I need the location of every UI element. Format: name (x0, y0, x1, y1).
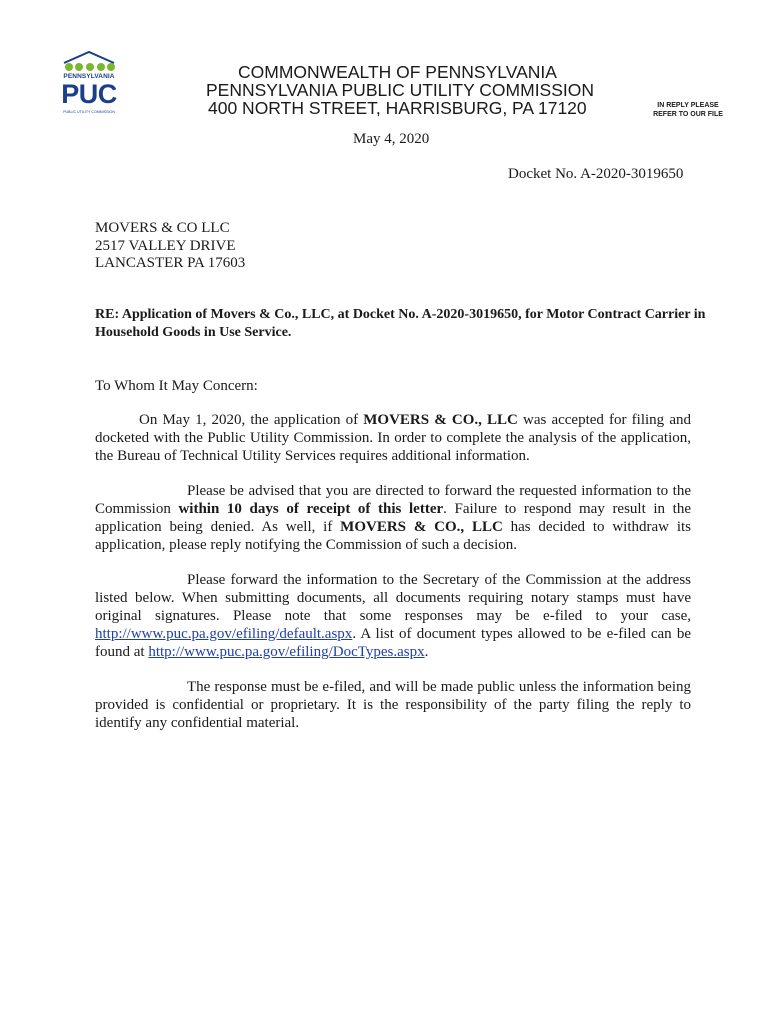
reply-note-line-1: IN REPLY PLEASE (657, 102, 719, 109)
recipient-address (95, 220, 245, 273)
recipient-name: MOVERS & CO LLC (95, 220, 230, 236)
company-name: MOVERS & CO., LLC (340, 519, 503, 535)
paragraph-4: The response must be e-filed, and will be made public unless the information being provided is confidential or proprietary. It is the responsibility of the party filing the reply to identify any confidential material. (95, 679, 691, 731)
deadline-text: within 10 days of receipt of this letter (178, 501, 444, 517)
logo-state: PENNSYLVANIA (63, 73, 115, 80)
paragraph-3: Please forward the information to the Secretary of the Commission at the address listed below. When submitting documents, all documents requiring notary stamps must have original signatures. Please note that some responses may be e-filed to your case, http://www.puc.pa.gov/efiling/default.aspx. A list of document types allowed to be e-filed can be found at http://www.puc.pa.gov/efiling/DocTypes.aspx. (95, 572, 691, 660)
paragraph-1: On May 1, 2020, the application of MOVERS & CO., LLC was accepted for filing and docketed with the Public Utility Commission. In order to complete the analysis of the application, the Bureau of Technical Utility Services requires additional information. (95, 412, 691, 464)
logo-subtitle: PUBLIC UTILITY COMMISSION (63, 110, 115, 114)
reply-note (648, 101, 728, 119)
paragraph-2: Please be advised that you are directed to forward the requested information to the Commission within 10 days of receipt of this letter. Failure to respond may result in the application being denied. As well, if MOVERS & CO., LLC has decided to withdraw its application, please reply notifying the Commission of such a decision. (95, 483, 691, 553)
subject-line: RE: Application of Movers & Co., LLC, at Docket No. A-2020-3019650, for Motor Contract Carrier in Household Goods in Use Service. (95, 307, 706, 340)
docket-number: Docket No. A-2020-3019650 (508, 166, 684, 182)
reply-note-line-2: REFER TO OUR FILE (653, 111, 723, 118)
doctypes-link[interactable]: http://www.puc.pa.gov/efiling/DocTypes.aspx (148, 644, 425, 660)
logo-abbr: PUC (61, 79, 117, 109)
recipient-street: 2517 VALLEY DRIVE (95, 237, 236, 254)
header-line-1: COMMONWEALTH OF PENNSYLVANIA (238, 62, 557, 82)
recipient-city: LANCASTER PA 17603 (95, 255, 246, 271)
puc-logo (58, 50, 120, 120)
people-icon (64, 62, 116, 72)
salutation: To Whom It May Concern: (95, 378, 258, 394)
company-name: MOVERS & CO., LLC (363, 412, 518, 428)
efiling-link[interactable]: http://www.puc.pa.gov/efiling/default.aspx (95, 626, 353, 642)
header-line-3: 400 NORTH STREET, HARRISBURG, PA 17120 (208, 98, 587, 118)
header-line-2: PENNSYLVANIA PUBLIC UTILITY COMMISSION (206, 80, 595, 100)
letter-date: May 4, 2020 (353, 131, 430, 147)
